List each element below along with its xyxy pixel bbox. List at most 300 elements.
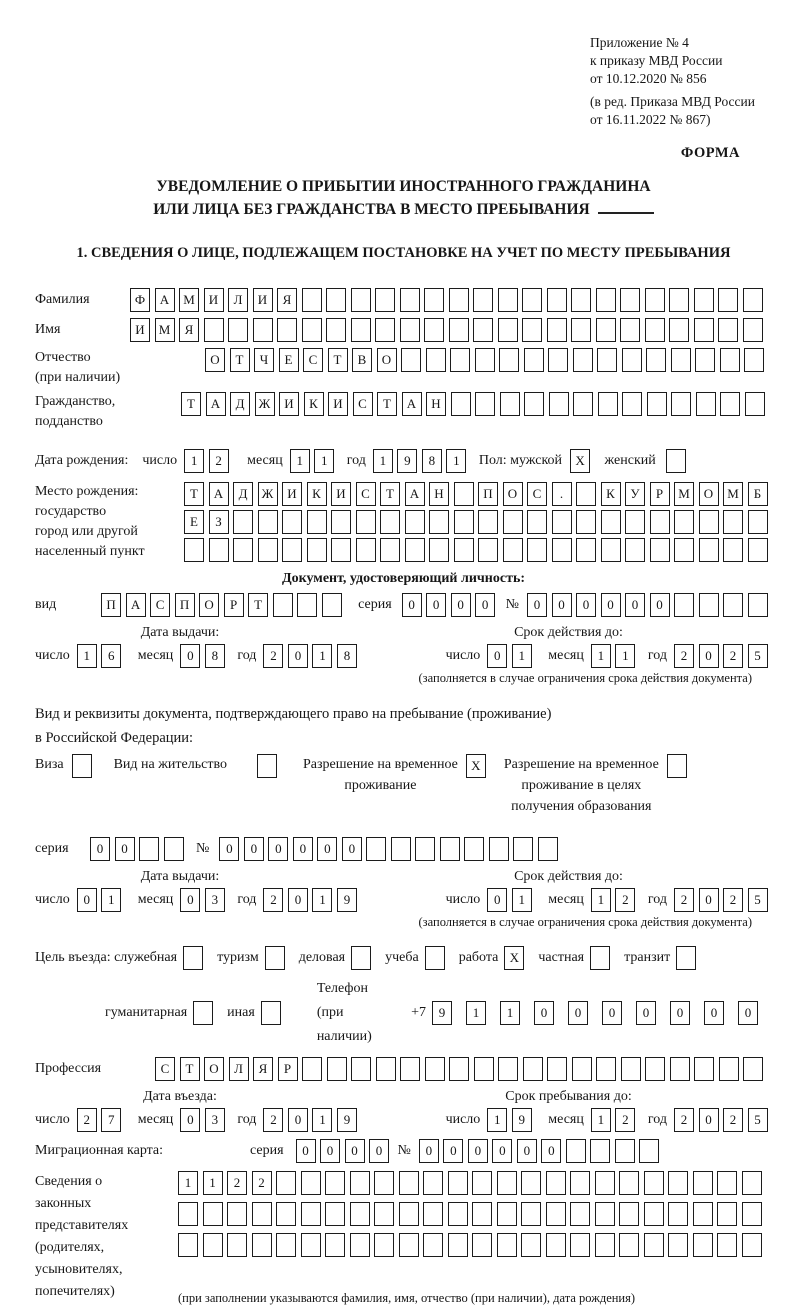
char-box[interactable] — [671, 348, 691, 372]
char-box[interactable] — [620, 288, 640, 312]
char-box[interactable] — [546, 1202, 566, 1226]
char-box[interactable] — [670, 1057, 690, 1081]
char-box[interactable] — [331, 510, 351, 534]
char-box[interactable] — [598, 392, 618, 416]
char-box[interactable] — [164, 837, 184, 861]
char-box[interactable]: А — [405, 482, 425, 506]
char-box[interactable] — [720, 392, 740, 416]
char-box[interactable]: Т — [248, 593, 268, 617]
char-box[interactable]: 0 — [288, 1108, 308, 1132]
char-box[interactable] — [325, 1202, 345, 1226]
char-box[interactable] — [668, 1171, 688, 1195]
char-box[interactable]: 0 — [342, 837, 362, 861]
char-box[interactable] — [595, 1233, 615, 1257]
char-box[interactable] — [625, 510, 645, 534]
char-box[interactable] — [497, 1202, 517, 1226]
char-box[interactable]: С — [527, 482, 547, 506]
char-box[interactable] — [699, 538, 719, 562]
char-box[interactable]: 0 — [402, 593, 422, 617]
char-box[interactable] — [478, 538, 498, 562]
char-box[interactable] — [595, 1171, 615, 1195]
char-box[interactable] — [400, 1057, 420, 1081]
char-box[interactable]: М — [674, 482, 694, 506]
char-box[interactable]: П — [478, 482, 498, 506]
char-box[interactable] — [425, 1057, 445, 1081]
char-box[interactable] — [464, 837, 484, 861]
char-box[interactable] — [374, 1202, 394, 1226]
char-box[interactable] — [302, 288, 322, 312]
char-box[interactable] — [297, 593, 317, 617]
char-box[interactable]: 2 — [674, 888, 694, 912]
char-box[interactable]: 1 — [591, 1108, 611, 1132]
char-box[interactable] — [538, 837, 558, 861]
char-box[interactable]: Л — [228, 288, 248, 312]
char-box[interactable] — [674, 510, 694, 534]
char-box[interactable]: А — [402, 392, 422, 416]
char-box[interactable] — [391, 837, 411, 861]
char-box[interactable]: 8 — [337, 644, 357, 668]
char-box[interactable]: 2 — [77, 1108, 97, 1132]
char-box[interactable]: Л — [229, 1057, 249, 1081]
char-box[interactable] — [424, 288, 444, 312]
char-box[interactable] — [699, 510, 719, 534]
char-box[interactable] — [449, 1057, 469, 1081]
char-box[interactable] — [723, 538, 743, 562]
char-box[interactable]: 9 — [512, 1108, 532, 1132]
char-box[interactable]: 1 — [500, 1001, 520, 1025]
char-box[interactable] — [572, 1057, 592, 1081]
char-box[interactable] — [415, 837, 435, 861]
char-box[interactable] — [500, 392, 520, 416]
char-box[interactable] — [475, 392, 495, 416]
char-box[interactable] — [596, 1057, 616, 1081]
char-box[interactable]: 0 — [534, 1001, 554, 1025]
char-box[interactable] — [573, 392, 593, 416]
char-box[interactable]: 0 — [219, 837, 239, 861]
char-box[interactable] — [356, 510, 376, 534]
char-box[interactable] — [257, 754, 277, 778]
char-box[interactable] — [429, 538, 449, 562]
char-box[interactable] — [399, 1202, 419, 1226]
char-box[interactable] — [571, 288, 591, 312]
char-box[interactable] — [227, 1202, 247, 1226]
char-box[interactable] — [450, 348, 470, 372]
char-box[interactable]: 1 — [184, 449, 204, 473]
char-box[interactable]: 1 — [512, 888, 532, 912]
char-box[interactable]: 5 — [748, 888, 768, 912]
char-box[interactable] — [366, 837, 386, 861]
char-box[interactable] — [474, 1057, 494, 1081]
char-box[interactable] — [720, 348, 740, 372]
char-box[interactable] — [282, 538, 302, 562]
char-box[interactable]: 2 — [615, 888, 635, 912]
char-box[interactable] — [645, 1057, 665, 1081]
char-box[interactable]: В — [352, 348, 372, 372]
char-box[interactable] — [718, 288, 738, 312]
char-box[interactable]: П — [175, 593, 195, 617]
char-box[interactable] — [615, 1139, 635, 1163]
char-box[interactable] — [576, 482, 596, 506]
char-box[interactable] — [667, 754, 687, 778]
char-box[interactable] — [674, 538, 694, 562]
char-box[interactable] — [356, 538, 376, 562]
char-box[interactable]: И — [331, 482, 351, 506]
char-box[interactable]: 0 — [492, 1139, 512, 1163]
char-box[interactable] — [302, 1057, 322, 1081]
char-box[interactable]: 1 — [101, 888, 121, 912]
char-box[interactable] — [566, 1139, 586, 1163]
char-box[interactable]: 5 — [748, 1108, 768, 1132]
char-box[interactable] — [674, 593, 694, 617]
char-box[interactable]: С — [303, 348, 323, 372]
char-box[interactable]: Р — [224, 593, 244, 617]
char-box[interactable] — [252, 1202, 272, 1226]
char-box[interactable] — [645, 318, 665, 342]
char-box[interactable] — [374, 1233, 394, 1257]
char-box[interactable]: 0 — [288, 644, 308, 668]
char-box[interactable]: 0 — [601, 593, 621, 617]
char-box[interactable]: С — [353, 392, 373, 416]
char-box[interactable]: 0 — [517, 1139, 537, 1163]
char-box[interactable] — [619, 1202, 639, 1226]
char-box[interactable]: А — [206, 392, 226, 416]
char-box[interactable]: 9 — [337, 888, 357, 912]
char-box[interactable] — [227, 1233, 247, 1257]
char-box[interactable] — [426, 348, 446, 372]
char-box[interactable]: 0 — [541, 1139, 561, 1163]
char-box[interactable] — [669, 318, 689, 342]
char-box[interactable]: 0 — [738, 1001, 758, 1025]
char-box[interactable] — [717, 1233, 737, 1257]
char-box[interactable] — [454, 482, 474, 506]
char-box[interactable] — [351, 1057, 371, 1081]
char-box[interactable] — [527, 510, 547, 534]
char-box[interactable]: 0 — [443, 1139, 463, 1163]
char-box[interactable]: 2 — [615, 1108, 635, 1132]
char-box[interactable]: 0 — [650, 593, 670, 617]
char-box[interactable]: Д — [233, 482, 253, 506]
char-box[interactable] — [521, 1171, 541, 1195]
char-box[interactable]: К — [307, 482, 327, 506]
char-box[interactable] — [744, 348, 764, 372]
char-box[interactable] — [742, 1171, 762, 1195]
char-box[interactable] — [440, 837, 460, 861]
char-box[interactable]: 0 — [451, 593, 471, 617]
char-box[interactable] — [258, 538, 278, 562]
char-box[interactable]: 2 — [209, 449, 229, 473]
char-box[interactable] — [399, 1233, 419, 1257]
char-box[interactable]: 0 — [293, 837, 313, 861]
char-box[interactable]: 0 — [602, 1001, 622, 1025]
char-box[interactable]: К — [601, 482, 621, 506]
char-box[interactable] — [350, 1202, 370, 1226]
char-box[interactable] — [693, 1171, 713, 1195]
char-box[interactable] — [748, 510, 768, 534]
char-box[interactable]: Е — [184, 510, 204, 534]
char-box[interactable]: 9 — [397, 449, 417, 473]
char-box[interactable]: 0 — [552, 593, 572, 617]
char-box[interactable]: А — [155, 288, 175, 312]
char-box[interactable] — [742, 1202, 762, 1226]
char-box[interactable]: Т — [184, 482, 204, 506]
char-box[interactable] — [570, 1233, 590, 1257]
char-box[interactable] — [718, 318, 738, 342]
char-box[interactable] — [380, 510, 400, 534]
char-box[interactable]: А — [126, 593, 146, 617]
char-box[interactable] — [423, 1171, 443, 1195]
char-box[interactable] — [204, 318, 224, 342]
char-box[interactable] — [497, 1171, 517, 1195]
char-box[interactable] — [448, 1233, 468, 1257]
char-box[interactable]: 1 — [615, 644, 635, 668]
char-box[interactable]: П — [101, 593, 121, 617]
char-box[interactable] — [400, 318, 420, 342]
char-box[interactable]: 1 — [487, 1108, 507, 1132]
char-box[interactable] — [650, 538, 670, 562]
char-box[interactable]: 0 — [426, 593, 446, 617]
char-box[interactable]: 7 — [101, 1108, 121, 1132]
char-box[interactable] — [546, 1171, 566, 1195]
char-box[interactable]: Р — [278, 1057, 298, 1081]
char-box[interactable] — [666, 449, 686, 473]
char-box[interactable] — [601, 510, 621, 534]
char-box[interactable] — [472, 1202, 492, 1226]
char-box[interactable]: О — [503, 482, 523, 506]
char-box[interactable] — [622, 348, 642, 372]
char-box[interactable] — [596, 288, 616, 312]
char-box[interactable] — [699, 593, 719, 617]
char-box[interactable]: 1 — [466, 1001, 486, 1025]
char-box[interactable] — [619, 1233, 639, 1257]
char-box[interactable] — [331, 538, 351, 562]
char-box[interactable]: О — [205, 348, 225, 372]
char-box[interactable]: 3 — [205, 1108, 225, 1132]
char-box[interactable] — [696, 392, 716, 416]
char-box[interactable]: 0 — [576, 593, 596, 617]
char-box[interactable]: Е — [279, 348, 299, 372]
char-box[interactable] — [448, 1202, 468, 1226]
char-box[interactable]: 2 — [227, 1171, 247, 1195]
char-box[interactable] — [325, 1233, 345, 1257]
char-box[interactable] — [597, 348, 617, 372]
char-box[interactable]: И — [279, 392, 299, 416]
char-box[interactable] — [639, 1139, 659, 1163]
char-box[interactable] — [301, 1202, 321, 1226]
char-box[interactable] — [401, 348, 421, 372]
char-box[interactable]: 0 — [345, 1139, 365, 1163]
char-box[interactable] — [423, 1202, 443, 1226]
char-box[interactable] — [547, 318, 567, 342]
char-box[interactable]: С — [150, 593, 170, 617]
char-box[interactable] — [549, 392, 569, 416]
char-box[interactable] — [596, 318, 616, 342]
char-box[interactable]: О — [699, 482, 719, 506]
char-box[interactable] — [380, 538, 400, 562]
char-box[interactable] — [322, 593, 342, 617]
char-box[interactable] — [745, 392, 765, 416]
char-box[interactable] — [276, 1202, 296, 1226]
char-box[interactable] — [178, 1202, 198, 1226]
char-box[interactable] — [503, 538, 523, 562]
char-box[interactable]: 1 — [203, 1171, 223, 1195]
char-box[interactable] — [719, 1057, 739, 1081]
char-box[interactable]: 1 — [373, 449, 393, 473]
char-box[interactable] — [276, 1233, 296, 1257]
char-box[interactable] — [203, 1202, 223, 1226]
char-box[interactable] — [472, 1171, 492, 1195]
char-box[interactable] — [209, 538, 229, 562]
char-box[interactable]: Т — [180, 1057, 200, 1081]
char-box[interactable] — [646, 348, 666, 372]
char-box[interactable]: 2 — [674, 1108, 694, 1132]
char-box[interactable]: 0 — [317, 837, 337, 861]
char-box[interactable]: Т — [230, 348, 250, 372]
char-box[interactable] — [523, 1057, 543, 1081]
char-box[interactable]: X — [570, 449, 590, 473]
char-box[interactable] — [570, 1171, 590, 1195]
char-box[interactable]: 0 — [419, 1139, 439, 1163]
char-box[interactable] — [193, 1001, 213, 1025]
char-box[interactable] — [351, 318, 371, 342]
char-box[interactable] — [350, 1233, 370, 1257]
char-box[interactable] — [601, 538, 621, 562]
char-box[interactable]: 8 — [205, 644, 225, 668]
char-box[interactable]: Т — [328, 348, 348, 372]
char-box[interactable]: 0 — [670, 1001, 690, 1025]
char-box[interactable]: 0 — [180, 888, 200, 912]
char-box[interactable] — [184, 538, 204, 562]
char-box[interactable] — [301, 1171, 321, 1195]
char-box[interactable]: 0 — [468, 1139, 488, 1163]
char-box[interactable] — [277, 318, 297, 342]
char-box[interactable]: 0 — [568, 1001, 588, 1025]
char-box[interactable] — [552, 538, 572, 562]
char-box[interactable] — [139, 837, 159, 861]
char-box[interactable]: М — [723, 482, 743, 506]
char-box[interactable]: 1 — [591, 888, 611, 912]
char-box[interactable] — [590, 1139, 610, 1163]
char-box[interactable] — [454, 510, 474, 534]
char-box[interactable]: 0 — [625, 593, 645, 617]
char-box[interactable]: 0 — [704, 1001, 724, 1025]
char-box[interactable] — [449, 288, 469, 312]
char-box[interactable] — [694, 318, 714, 342]
char-box[interactable] — [693, 1202, 713, 1226]
char-box[interactable] — [669, 288, 689, 312]
char-box[interactable]: 0 — [180, 644, 200, 668]
char-box[interactable] — [723, 510, 743, 534]
char-box[interactable] — [400, 288, 420, 312]
char-box[interactable]: 9 — [432, 1001, 452, 1025]
char-box[interactable]: 1 — [314, 449, 334, 473]
char-box[interactable] — [503, 510, 523, 534]
char-box[interactable] — [424, 318, 444, 342]
char-box[interactable] — [376, 1057, 396, 1081]
char-box[interactable] — [650, 510, 670, 534]
char-box[interactable]: С — [155, 1057, 175, 1081]
char-box[interactable]: 2 — [674, 644, 694, 668]
char-box[interactable] — [375, 288, 395, 312]
char-box[interactable] — [676, 946, 696, 970]
char-box[interactable] — [448, 1171, 468, 1195]
char-box[interactable]: И — [130, 318, 150, 342]
char-box[interactable] — [478, 510, 498, 534]
char-box[interactable] — [522, 288, 542, 312]
char-box[interactable]: 2 — [723, 644, 743, 668]
char-box[interactable]: 0 — [77, 888, 97, 912]
char-box[interactable] — [489, 837, 509, 861]
char-box[interactable]: 0 — [369, 1139, 389, 1163]
char-box[interactable] — [695, 348, 715, 372]
char-box[interactable] — [326, 288, 346, 312]
char-box[interactable] — [570, 1202, 590, 1226]
char-box[interactable] — [233, 510, 253, 534]
char-box[interactable] — [644, 1233, 664, 1257]
char-box[interactable] — [473, 288, 493, 312]
char-box[interactable] — [573, 348, 593, 372]
char-box[interactable] — [552, 510, 572, 534]
char-box[interactable]: 1 — [512, 644, 532, 668]
char-box[interactable] — [742, 1233, 762, 1257]
char-box[interactable] — [590, 946, 610, 970]
char-box[interactable] — [233, 538, 253, 562]
char-box[interactable] — [743, 1057, 763, 1081]
char-box[interactable] — [498, 318, 518, 342]
char-box[interactable]: 9 — [337, 1108, 357, 1132]
char-box[interactable] — [621, 1057, 641, 1081]
char-box[interactable]: 1 — [446, 449, 466, 473]
char-box[interactable] — [668, 1202, 688, 1226]
char-box[interactable] — [498, 1057, 518, 1081]
char-box[interactable]: И — [204, 288, 224, 312]
char-box[interactable] — [473, 318, 493, 342]
char-box[interactable] — [499, 348, 519, 372]
char-box[interactable]: У — [625, 482, 645, 506]
char-box[interactable] — [644, 1171, 664, 1195]
char-box[interactable]: И — [328, 392, 348, 416]
char-box[interactable] — [668, 1233, 688, 1257]
char-box[interactable]: 0 — [288, 888, 308, 912]
char-box[interactable] — [521, 1233, 541, 1257]
char-box[interactable]: Н — [429, 482, 449, 506]
char-box[interactable]: Т — [380, 482, 400, 506]
char-box[interactable] — [547, 1057, 567, 1081]
char-box[interactable]: Р — [650, 482, 670, 506]
char-box[interactable]: З — [209, 510, 229, 534]
char-box[interactable] — [625, 538, 645, 562]
char-box[interactable] — [571, 318, 591, 342]
char-box[interactable]: Ж — [255, 392, 275, 416]
char-box[interactable] — [307, 510, 327, 534]
char-box[interactable]: 2 — [263, 1108, 283, 1132]
char-box[interactable] — [595, 1202, 615, 1226]
char-box[interactable] — [405, 538, 425, 562]
char-box[interactable]: Я — [179, 318, 199, 342]
char-box[interactable]: 8 — [422, 449, 442, 473]
char-box[interactable]: Ж — [258, 482, 278, 506]
char-box[interactable]: Ф — [130, 288, 150, 312]
char-box[interactable]: И — [282, 482, 302, 506]
char-box[interactable]: 0 — [115, 837, 135, 861]
char-box[interactable] — [454, 538, 474, 562]
char-box[interactable]: Я — [253, 1057, 273, 1081]
char-box[interactable]: 0 — [487, 888, 507, 912]
char-box[interactable]: Д — [230, 392, 250, 416]
char-box[interactable] — [203, 1233, 223, 1257]
char-box[interactable]: 0 — [90, 837, 110, 861]
char-box[interactable] — [694, 288, 714, 312]
char-box[interactable]: 0 — [296, 1139, 316, 1163]
